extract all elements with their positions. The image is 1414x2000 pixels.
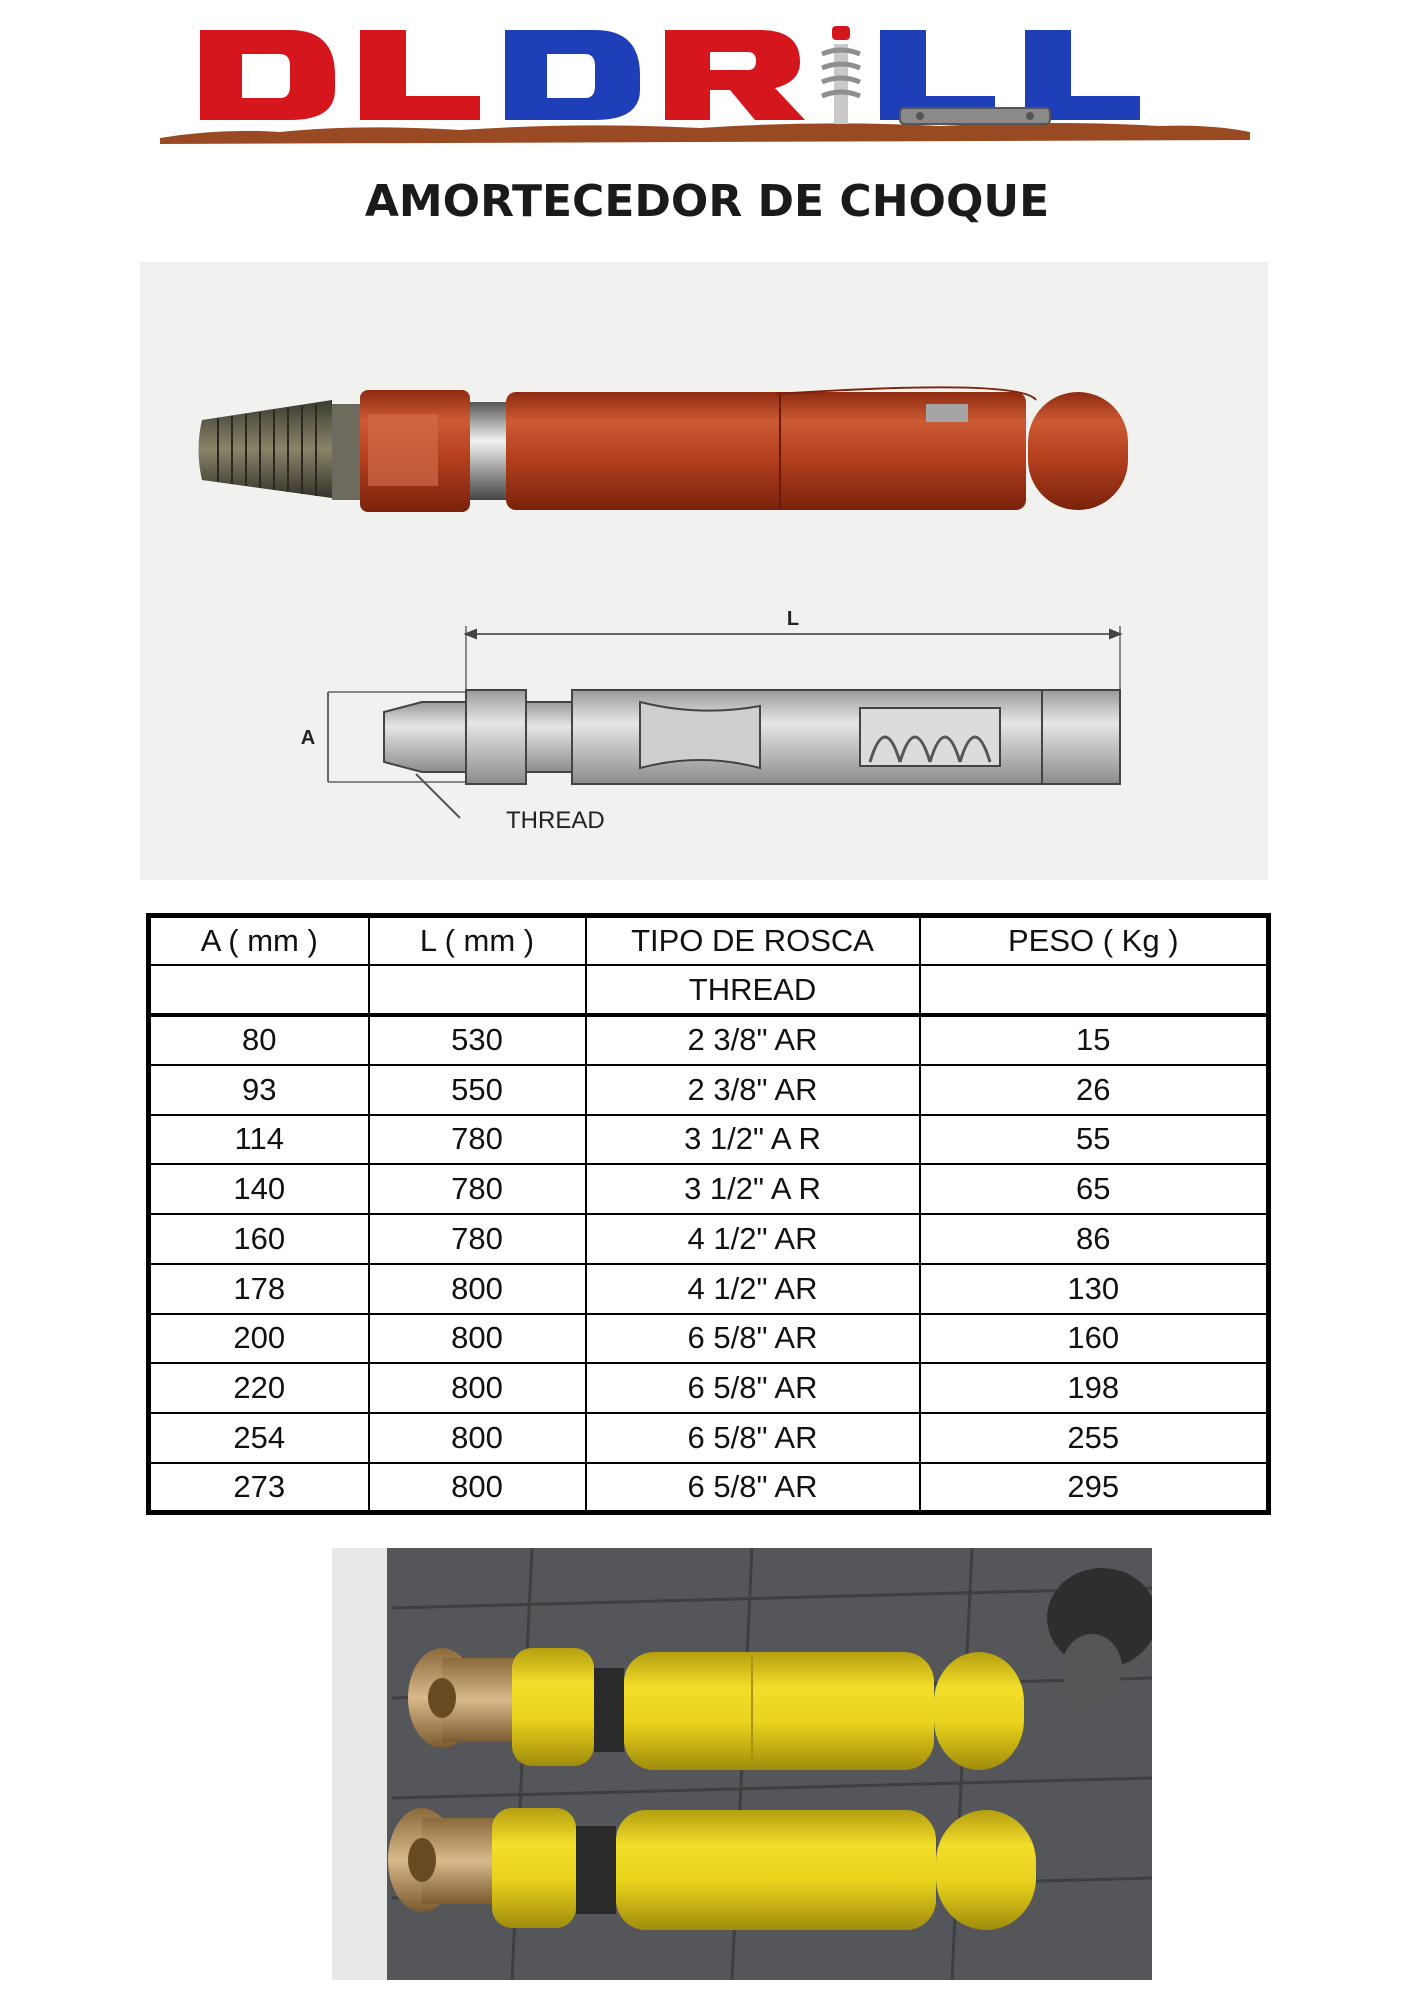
cell-diameter: 93 [149,1065,369,1115]
cell-thread-type: 2 3/8" AR [586,1015,920,1065]
table-row [149,1413,1269,1463]
table-subheader-row [149,965,1269,1015]
cell-diameter: 254 [149,1413,369,1463]
yellow-shock-absorbers-photo [332,1548,1152,1980]
subheader-cell [149,965,369,1015]
cell-diameter: 160 [149,1214,369,1264]
cell-diameter: 80 [149,1015,369,1065]
cell-length: 800 [369,1463,586,1513]
cell-length: 530 [369,1015,586,1065]
dimension-label-diameter: A [300,727,316,749]
cell-diameter: 220 [149,1363,369,1413]
thread-label: THREAD [506,807,605,834]
page-title: AMORTECEDOR DE CHOQUE [364,176,1050,227]
cell-length: 800 [369,1363,586,1413]
subheader-cell [920,965,1269,1015]
cell-weight: 26 [920,1065,1269,1115]
cell-length: 550 [369,1065,586,1115]
header-length: L ( mm ) [369,916,586,966]
header-weight: PESO ( Kg ) [920,916,1269,966]
cell-thread-type: 4 1/2" AR [586,1214,920,1264]
dimension-label-length: L [786,608,800,630]
cell-thread-type: 3 1/2" A R [586,1164,920,1214]
cell-thread-type: 4 1/2" AR [586,1264,920,1314]
cell-diameter: 273 [149,1463,369,1513]
cell-length: 800 [369,1314,586,1364]
specification-table [146,913,1271,1515]
cell-length: 780 [369,1164,586,1214]
cell-thread-type: 2 3/8" AR [586,1065,920,1115]
red-shock-absorber-photo [199,387,1129,512]
cell-length: 800 [369,1264,586,1314]
table-row [149,1214,1269,1264]
table-row [149,1065,1269,1115]
cell-length: 800 [369,1413,586,1463]
cell-length: 780 [369,1214,586,1264]
cell-weight: 86 [920,1214,1269,1264]
table-header-row [149,916,1269,966]
product-photo-panel [140,262,1268,880]
cell-weight: 198 [920,1363,1269,1413]
cell-weight: 65 [920,1164,1269,1214]
cell-diameter: 114 [149,1115,369,1165]
cell-diameter: 140 [149,1164,369,1214]
cell-thread-type: 3 1/2" A R [586,1115,920,1165]
table-row [149,1264,1269,1314]
cell-thread-type: 6 5/8" AR [586,1363,920,1413]
cell-weight: 255 [920,1413,1269,1463]
cell-thread-type: 6 5/8" AR [586,1314,920,1364]
header-thread-type: TIPO DE ROSCA [586,916,920,966]
shock-absorber-illustration [140,262,1268,880]
subheader-thread: THREAD [586,965,920,1015]
brand-logo [160,20,1250,150]
table-row [149,1115,1269,1165]
table-row [149,1164,1269,1214]
technical-diagram [328,626,1120,818]
header-diameter: A ( mm ) [149,916,369,966]
cell-thread-type: 6 5/8" AR [586,1463,920,1513]
cell-weight: 295 [920,1463,1269,1513]
cell-diameter: 200 [149,1314,369,1364]
table-row [149,1314,1269,1364]
cell-length: 780 [369,1115,586,1165]
cell-weight: 15 [920,1015,1269,1065]
cell-weight: 130 [920,1264,1269,1314]
cell-thread-type: 6 5/8" AR [586,1413,920,1463]
subheader-cell [369,965,586,1015]
cell-weight: 160 [920,1314,1269,1364]
table-row [149,1363,1269,1413]
table-row [149,1015,1269,1065]
cell-weight: 55 [920,1115,1269,1165]
table-row [149,1463,1269,1513]
cell-diameter: 178 [149,1264,369,1314]
